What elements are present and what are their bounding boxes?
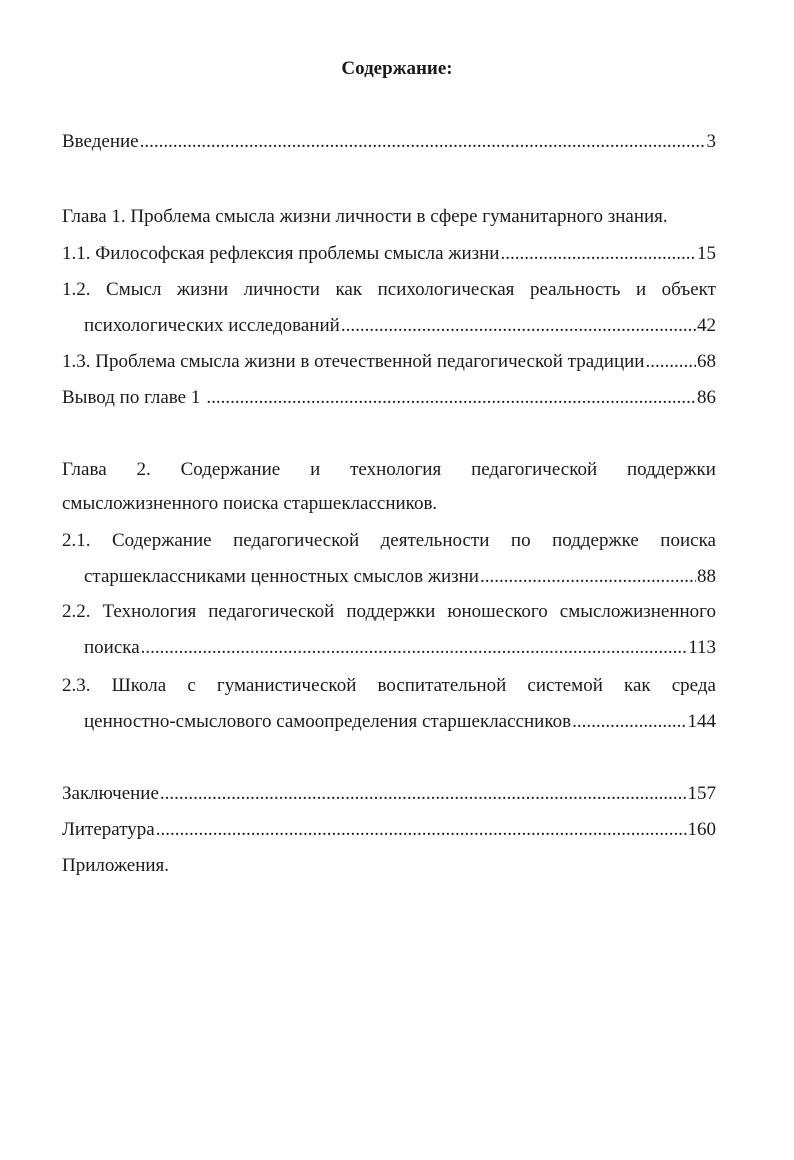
- toc-entry-label: ценностно-смыслового самоопределения старшеклассников: [84, 711, 572, 732]
- toc-entry-page: 42: [697, 315, 716, 336]
- toc-entry-page: 113: [688, 637, 716, 658]
- dot-leader: [480, 566, 696, 588]
- word: среда: [671, 675, 716, 696]
- dot-leader: [206, 387, 696, 409]
- word: поиска: [660, 530, 716, 551]
- toc-entry-label: Вывод по главе 1: [62, 387, 201, 408]
- toc-entry-2-1-line1: [62, 530, 716, 552]
- word: по: [510, 530, 531, 551]
- word: поддержки: [627, 459, 716, 480]
- toc-entry-1-3: [62, 351, 716, 373]
- section-number: 2.1.: [62, 530, 91, 551]
- toc-entry-2-2-line1: 2.2. Технология педагогической поддержки юношеского смысложизненного: [62, 601, 716, 622]
- toc-entry-label: Введение: [62, 131, 139, 152]
- toc-entry-chapter-1-conclusion: [62, 387, 716, 409]
- word: психологическая: [377, 279, 515, 300]
- dot-leader: [500, 243, 696, 265]
- word: деятельности: [380, 530, 490, 551]
- word: жизни: [176, 279, 229, 300]
- word: и: [310, 459, 321, 480]
- toc-entry-intro: [62, 131, 716, 153]
- toc-entry-conclusion: [62, 783, 716, 805]
- toc-entry-label: психологических исследований: [84, 315, 340, 336]
- dot-leader: [160, 783, 687, 805]
- word: с: [187, 675, 196, 696]
- word: технология: [350, 459, 442, 480]
- word: системой: [527, 675, 603, 696]
- toc-entry-1-2-line1: [62, 279, 716, 301]
- word: Смысл: [106, 279, 162, 300]
- toc-entry-label: Заключение: [62, 783, 159, 804]
- chapter-2-heading-line1: [62, 459, 716, 481]
- word: Содержание: [180, 459, 281, 480]
- toc-entry-2-2-line2: [84, 637, 716, 659]
- word: личности: [243, 279, 320, 300]
- chapter-2-heading-line2: смысложизненного поиска старшеклассников.: [62, 493, 438, 514]
- dot-leader: [645, 351, 696, 373]
- toc-entry-page: 157: [687, 783, 716, 804]
- toc-entry-page: 15: [697, 243, 716, 264]
- word: как: [335, 279, 363, 300]
- word: Школа: [111, 675, 167, 696]
- toc-entry-literature: [62, 819, 716, 841]
- toc-entry-page: 86: [697, 387, 716, 408]
- toc-entry-page: 68: [697, 351, 716, 372]
- section-number: 2.3.: [62, 675, 91, 696]
- word: Глава: [62, 459, 107, 480]
- toc-entry-1-2-line2: [84, 315, 716, 337]
- chapter-1-heading: Глава 1. Проблема смысла жизни личности в сфере гуманитарного знания.: [62, 206, 668, 227]
- toc-entry-2-3-line2: [84, 711, 716, 733]
- toc-entry-label: 1.3. Проблема смысла жизни в отечественной педагогической традиции: [62, 351, 645, 372]
- word: педагогической: [471, 459, 598, 480]
- word: как: [624, 675, 651, 696]
- toc-entry-label: Литература: [62, 819, 155, 840]
- dot-leader: [572, 711, 686, 733]
- word: и: [635, 279, 647, 300]
- word: поддержке: [552, 530, 639, 551]
- word: педагогической: [233, 530, 360, 551]
- dot-leader: [341, 315, 696, 337]
- toc-entry-appendix: Приложения.: [62, 855, 170, 876]
- section-number: 1.2.: [62, 279, 91, 300]
- toc-entry-label: 1.1. Философская рефлексия проблемы смысла жизни: [62, 243, 500, 264]
- dot-leader: [140, 131, 706, 153]
- toc-entry-1-1: [62, 243, 716, 265]
- toc-entry-page: 144: [687, 711, 716, 732]
- word: объект: [661, 279, 716, 300]
- word: воспитательной: [377, 675, 507, 696]
- word: Содержание: [112, 530, 212, 551]
- toc-entry-page: 3: [706, 131, 716, 152]
- toc-entry-label: поиска: [84, 637, 140, 658]
- word: 2.: [136, 459, 151, 480]
- word: реальность: [529, 279, 621, 300]
- toc-entry-page: 88: [697, 566, 716, 587]
- toc-entry-2-1-line2: [84, 566, 716, 588]
- page-title: Содержание:: [341, 58, 453, 79]
- word: гуманистической: [216, 675, 357, 696]
- dot-leader: [141, 637, 688, 659]
- toc-entry-2-3-line1: [62, 675, 716, 697]
- toc-entry-label: старшеклассниками ценностных смыслов жизни: [84, 566, 479, 587]
- toc-entry-page: 160: [687, 819, 716, 840]
- dot-leader: [156, 819, 687, 841]
